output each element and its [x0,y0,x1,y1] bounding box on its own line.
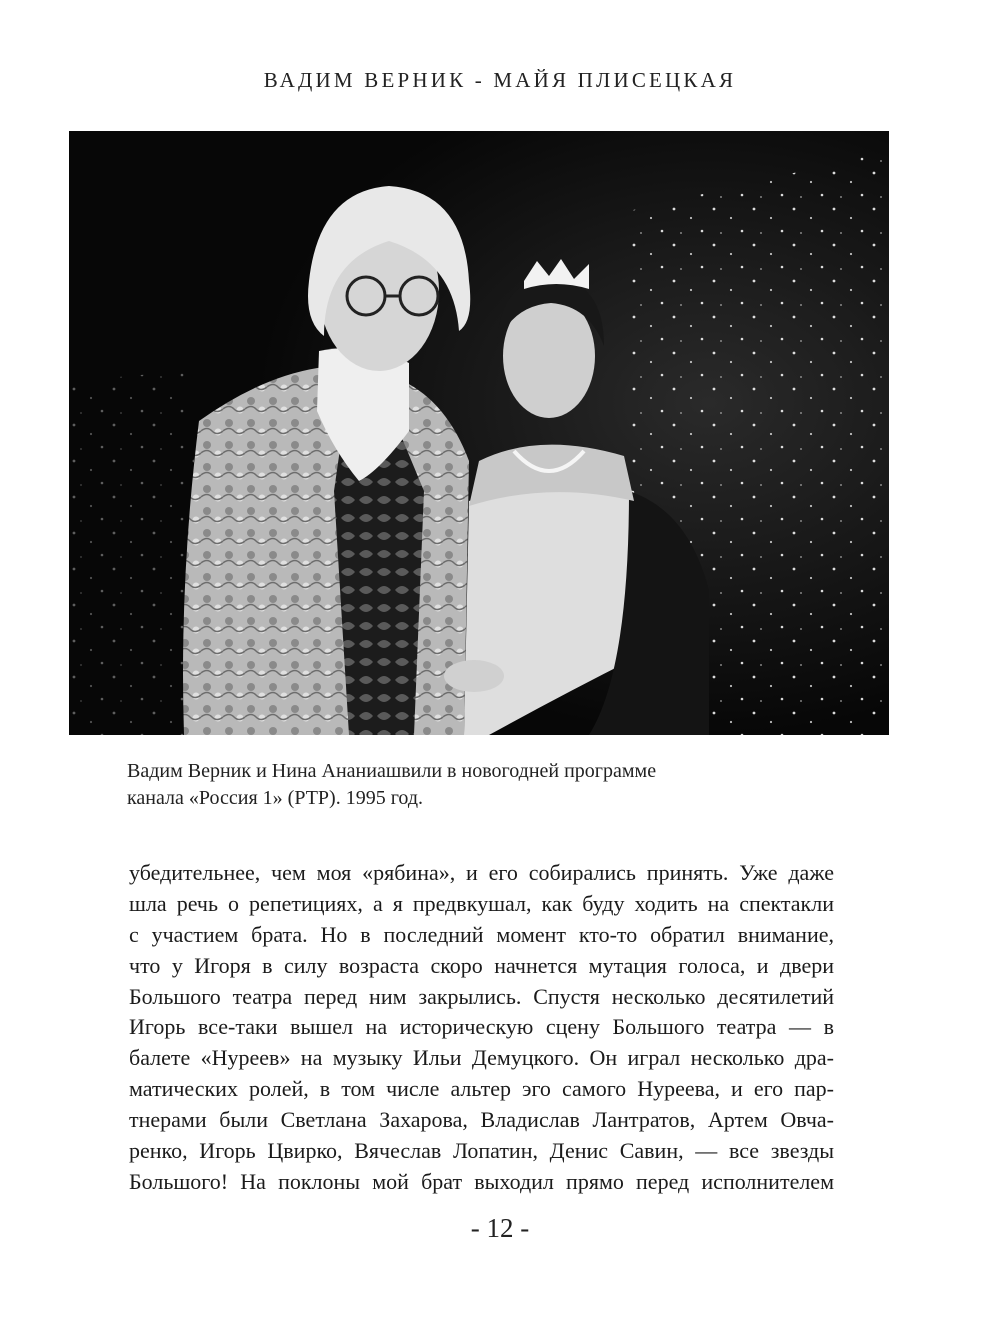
photo-illustration [69,131,889,735]
text-line: что у Игоря в силу возраста скоро начнется мутация голоса, и двери [129,952,834,978]
photo-caption [127,758,847,812]
body-text [129,858,834,1198]
text-line: матических ролей, в том числе альтер эго самого Нуреева, и его пар- [129,1076,834,1102]
text-line: балете «Нуреев» на музыку Ильи Демуцкого. Он играл несколько дра- [129,1045,834,1071]
text-line: шла речь о репетициях, а я предвкушал, как буду ходить на спектакли [129,890,834,916]
text-line: Большого театра перед ним закрылись. Спустя несколько десятилетий [129,983,834,1009]
running-header: ВАДИМ ВЕРНИК - МАЙЯ ПЛИСЕЦКАЯ [263,68,737,92]
text-line: ренко, Игорь Цвирко, Вячеслав Лопатин, Денис Савин, — все звезды [129,1138,834,1164]
text-line: тнерами были Светлана Захарова, Владислав Лантратов, Артем Овча- [129,1107,834,1133]
text-line: убедительнее, чем моя «рябина», и его собирались принять. Уже даже [129,860,834,885]
text-line: с участием брата. Но в последний момент кто-то обратил внимание, [129,921,834,947]
caption-line: канала «Россия 1» (РТР). 1995 год. [127,787,424,809]
text-line: Большого! На поклоны мой брат выходил прямо перед исполнителем [129,1168,834,1194]
photo-image [69,131,889,735]
caption-line: Вадим Верник и Нина Ананиашвили в новогодней программе [127,760,657,782]
text-line: Игорь все-таки вышел на историческую сцену Большого театра — в [129,1014,834,1040]
page-number: - 12 - [470,1213,530,1243]
